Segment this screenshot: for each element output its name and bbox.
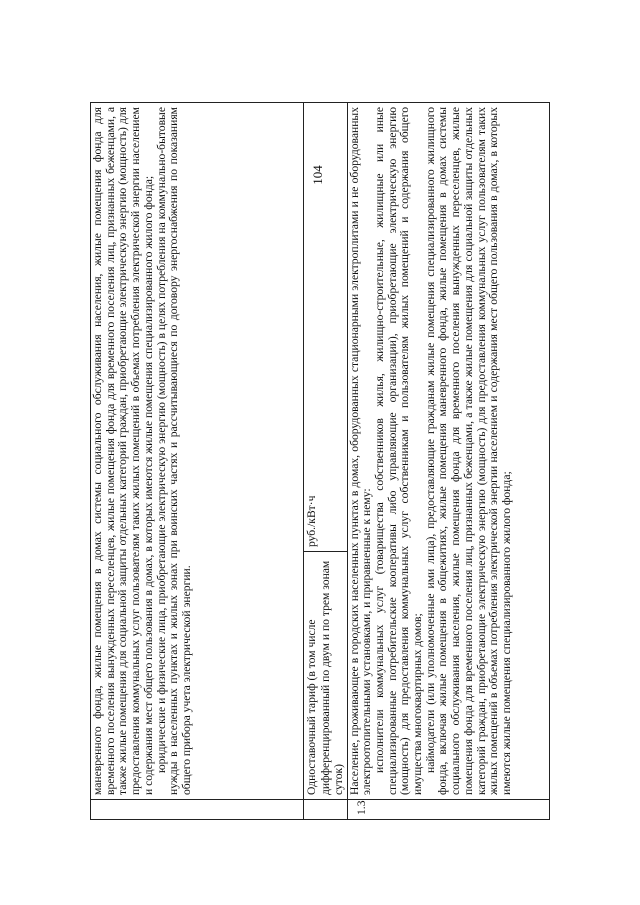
row1-description-cell xyxy=(91,103,304,800)
row3-paragraph-3: наймодатели (или уполномоченные ими лица), предоставляющие гражданам жилые помещения специализированного жилищного фонда, включая жилые помещения в общежитиях, жилые помещения маневренного фонда, жилые помещения в домах системы социального обслуживания населения, жилые помещения фонда для временного поселения вынужденных переселенцев, жилые помещения фонда для временного поселения лиц, признанных беженцами, а также жилые помещения для социальной защиты отдельных категорий граждан, приобретающие электрическую энергию (мощность) для предоставления коммунальных услуг пользователям таких жилых помещений в объемах потребления электрической энергии населением и содержания мест общего пользования в домах, в которых имеются жилые помещения специализированного жилого фонда; xyxy=(423,107,513,795)
row2-tariff-cell xyxy=(304,552,348,800)
row2-unit-cell xyxy=(304,103,348,552)
row3-number-cell xyxy=(347,800,550,820)
row1-number-cell xyxy=(91,800,304,820)
tariff-label: Одноставочный тариф (в том числе дифференцированный по двум и по трем зонам суток) xyxy=(305,560,345,795)
page-number: 104 xyxy=(310,165,325,185)
row-number: 1.3 xyxy=(354,800,368,815)
rotated-page xyxy=(90,103,550,820)
row3-paragraph-2: исполнители коммунальных услуг (товарищества собственников жилья, жилищно-строительные, жилищные или иные специализированные потребительские кооперативы либо управляющие организации), приобретающие электрическую энергию (мощность) для предоставления коммунальных услуг собственникам и пользователям жилых помещений и содержания общего имущества многоквартирных домов; xyxy=(372,107,425,795)
unit-label: руб./кВт·ч xyxy=(305,495,318,547)
row2-number-cell xyxy=(304,800,348,820)
row3-description-cell xyxy=(347,103,550,800)
table-row xyxy=(91,103,304,820)
table-row xyxy=(304,103,348,820)
row1-paragraph-1: маневренного фонда, жилые помещения в домах системы социального обслуживания населения, жилые помещения фонда для временного поселения вынужденных переселенцев, жилые помещения фонда для временного поселения лиц, признанных беженцами, а также жилые помещения для социальной защиты отдельных категорий граждан, приобретающие электрическую энергию (мощность) для предоставления коммунальных услуг пользователям таких жилых помещений в объемах потребления электрической энергии населением и содержания мест общего пользования в домах, в которых имеются жилые помещения специализированного жилого фонда; xyxy=(91,107,155,795)
row1-paragraph-2: юридические и физические лица, приобретающие электрическую энергию (мощность) в целях потребления на коммунально-бытовые нужды в населенных пунктах и жилых зонах при воинских частях и рассчитывающиеся по договору энергоснабжения по показаниям общего прибора учета электрической энергии. xyxy=(154,107,193,795)
table-row xyxy=(347,103,550,820)
row3-paragraph-1: Население, проживающее в городских населенных пунктах в домах, оборудованных стационарными электроплитами и не оборудованных электроотопительными установками, и приравненные к нему: xyxy=(347,107,374,795)
tariff-table xyxy=(90,102,550,820)
